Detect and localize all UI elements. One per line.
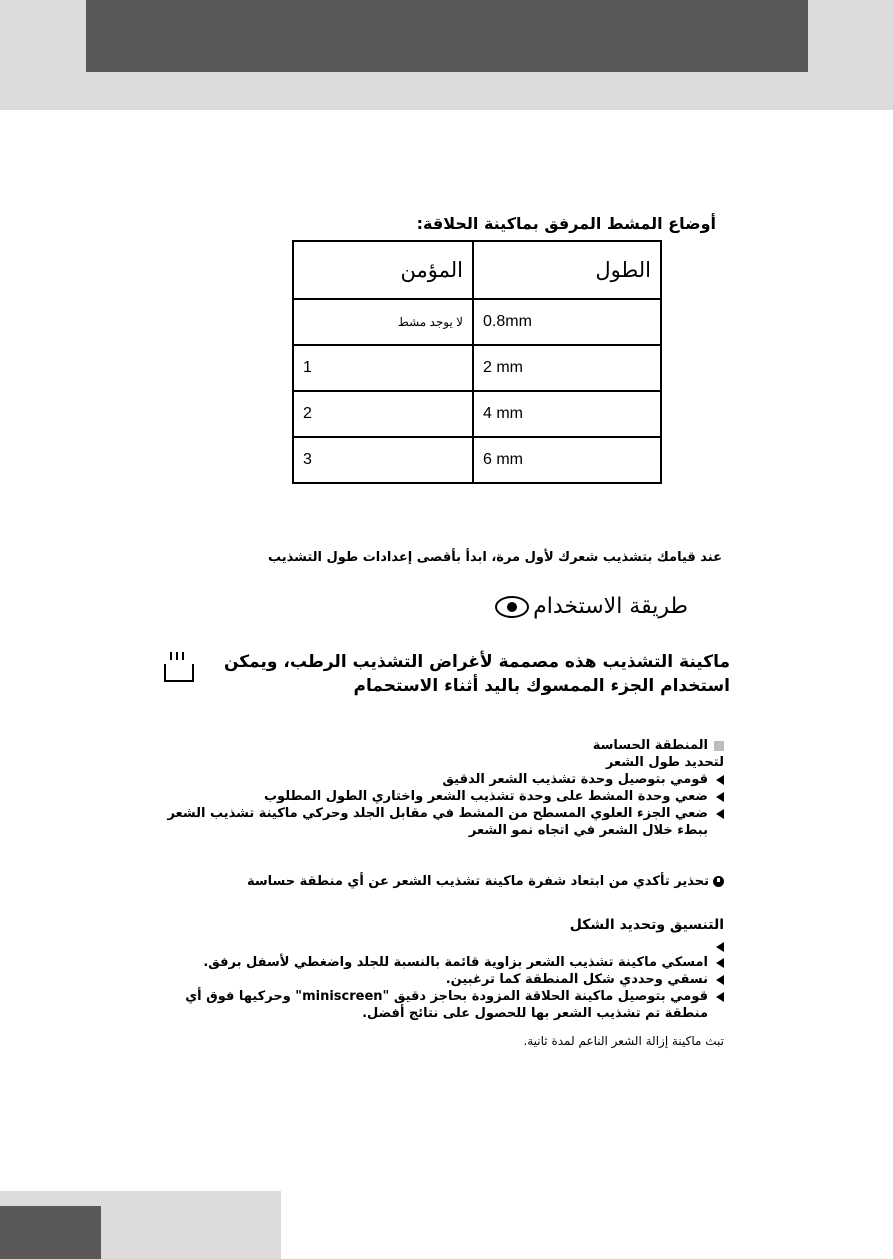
warning-line bbox=[210, 874, 724, 889]
table-header-row bbox=[293, 241, 661, 299]
comb-settings-table bbox=[292, 240, 662, 484]
cell-comb: 1 bbox=[293, 345, 473, 391]
table-row bbox=[293, 299, 661, 345]
first-use-note: عند قيامك بتشذيب شعرك لأول مرة، ابدأ بأقصى إعدادات طول التشذيب bbox=[267, 550, 722, 565]
triangle-bullet-icon bbox=[716, 992, 724, 1002]
triangle-bullet-icon bbox=[716, 975, 724, 985]
table-row bbox=[293, 437, 661, 483]
cell-length: 2 mm bbox=[473, 345, 661, 391]
sensitive-title-row bbox=[150, 737, 724, 754]
usage-heading bbox=[470, 594, 688, 619]
sensitive-area-section bbox=[150, 737, 724, 839]
list-item: ضعي وحدة المشط على وحدة تشذيب الشعر واختاري الطول المطلوب bbox=[150, 788, 724, 805]
cell-comb: 2 bbox=[293, 391, 473, 437]
header-length: الطول bbox=[473, 241, 661, 299]
list-item: امسكي ماكينة تشذيب الشعر بزاوية قائمة بالنسبة للجلد واضغطي لأسفل برفق. bbox=[150, 954, 724, 971]
sensitive-subtitle: لتحديد طول الشعر bbox=[605, 755, 724, 770]
list-item: قومي بتوصيل وحدة تشذيب الشعر الدقيق bbox=[150, 771, 724, 788]
cell-length: 4 mm bbox=[473, 391, 661, 437]
cell-comb: 3 bbox=[293, 437, 473, 483]
styling-title: التنسيق وتحديد الشكل bbox=[569, 917, 724, 933]
table-row bbox=[293, 391, 661, 437]
final-note: تبث ماكينة إزالة الشعر الناعم لمدة ثانية. bbox=[523, 1034, 724, 1048]
usage-title: طريقة الاستخدام bbox=[533, 594, 688, 619]
table-caption: أوضاع المشط المرفق بماكينة الحلاقة: bbox=[416, 214, 716, 233]
list-item: ضعي الجزء العلوي المسطح من المشط في مقابل الجلد وحركي ماكينة تشذيب الشعر ببطء خلال الشعر في اتجاه نمو الشعر bbox=[150, 805, 724, 839]
wet-use-block bbox=[160, 650, 730, 698]
top-header-bar bbox=[86, 0, 808, 72]
warning-icon bbox=[713, 876, 724, 887]
list-item: قومي بتوصيل ماكينة الحلاقة المزودة بحاجز دقيق "miniscreen" وحركيها فوق أي منطقة تم تشذيب الشعر بها للحصول على نتائج أفضل. bbox=[150, 988, 724, 1022]
list-item: نسقي وحددي شكل المنطقة كما ترغبين. bbox=[150, 971, 724, 988]
footer-block bbox=[0, 1206, 101, 1259]
list-item bbox=[150, 938, 724, 954]
shower-bath-icon bbox=[162, 650, 196, 684]
eye-icon bbox=[495, 596, 529, 618]
table-row bbox=[293, 345, 661, 391]
triangle-bullet-icon bbox=[716, 792, 724, 802]
triangle-bullet-icon bbox=[716, 958, 724, 968]
triangle-bullet-icon bbox=[716, 775, 724, 785]
cell-length: 0.8mm bbox=[473, 299, 661, 345]
triangle-bullet-icon bbox=[716, 942, 724, 952]
sensitive-title: المنطقة الحساسة bbox=[592, 738, 708, 753]
triangle-bullet-icon bbox=[716, 809, 724, 819]
styling-section bbox=[150, 917, 724, 1022]
wet-use-text: ماكينة التشذيب هذه مصممة لأغراض التشذيب الرطب، ويمكن استخدام الجزء الممسوك باليد أثناء الاستحمام bbox=[223, 652, 730, 696]
square-bullet-icon bbox=[714, 741, 724, 751]
warning-text: تحذير تأكدي من ابتعاد شفرة ماكينة تشذيب الشعر عن أي منطقة حساسة bbox=[246, 874, 709, 889]
cell-comb: لا يوجد مشط bbox=[293, 299, 473, 345]
header-comb: المؤمن bbox=[293, 241, 473, 299]
cell-length: 6 mm bbox=[473, 437, 661, 483]
